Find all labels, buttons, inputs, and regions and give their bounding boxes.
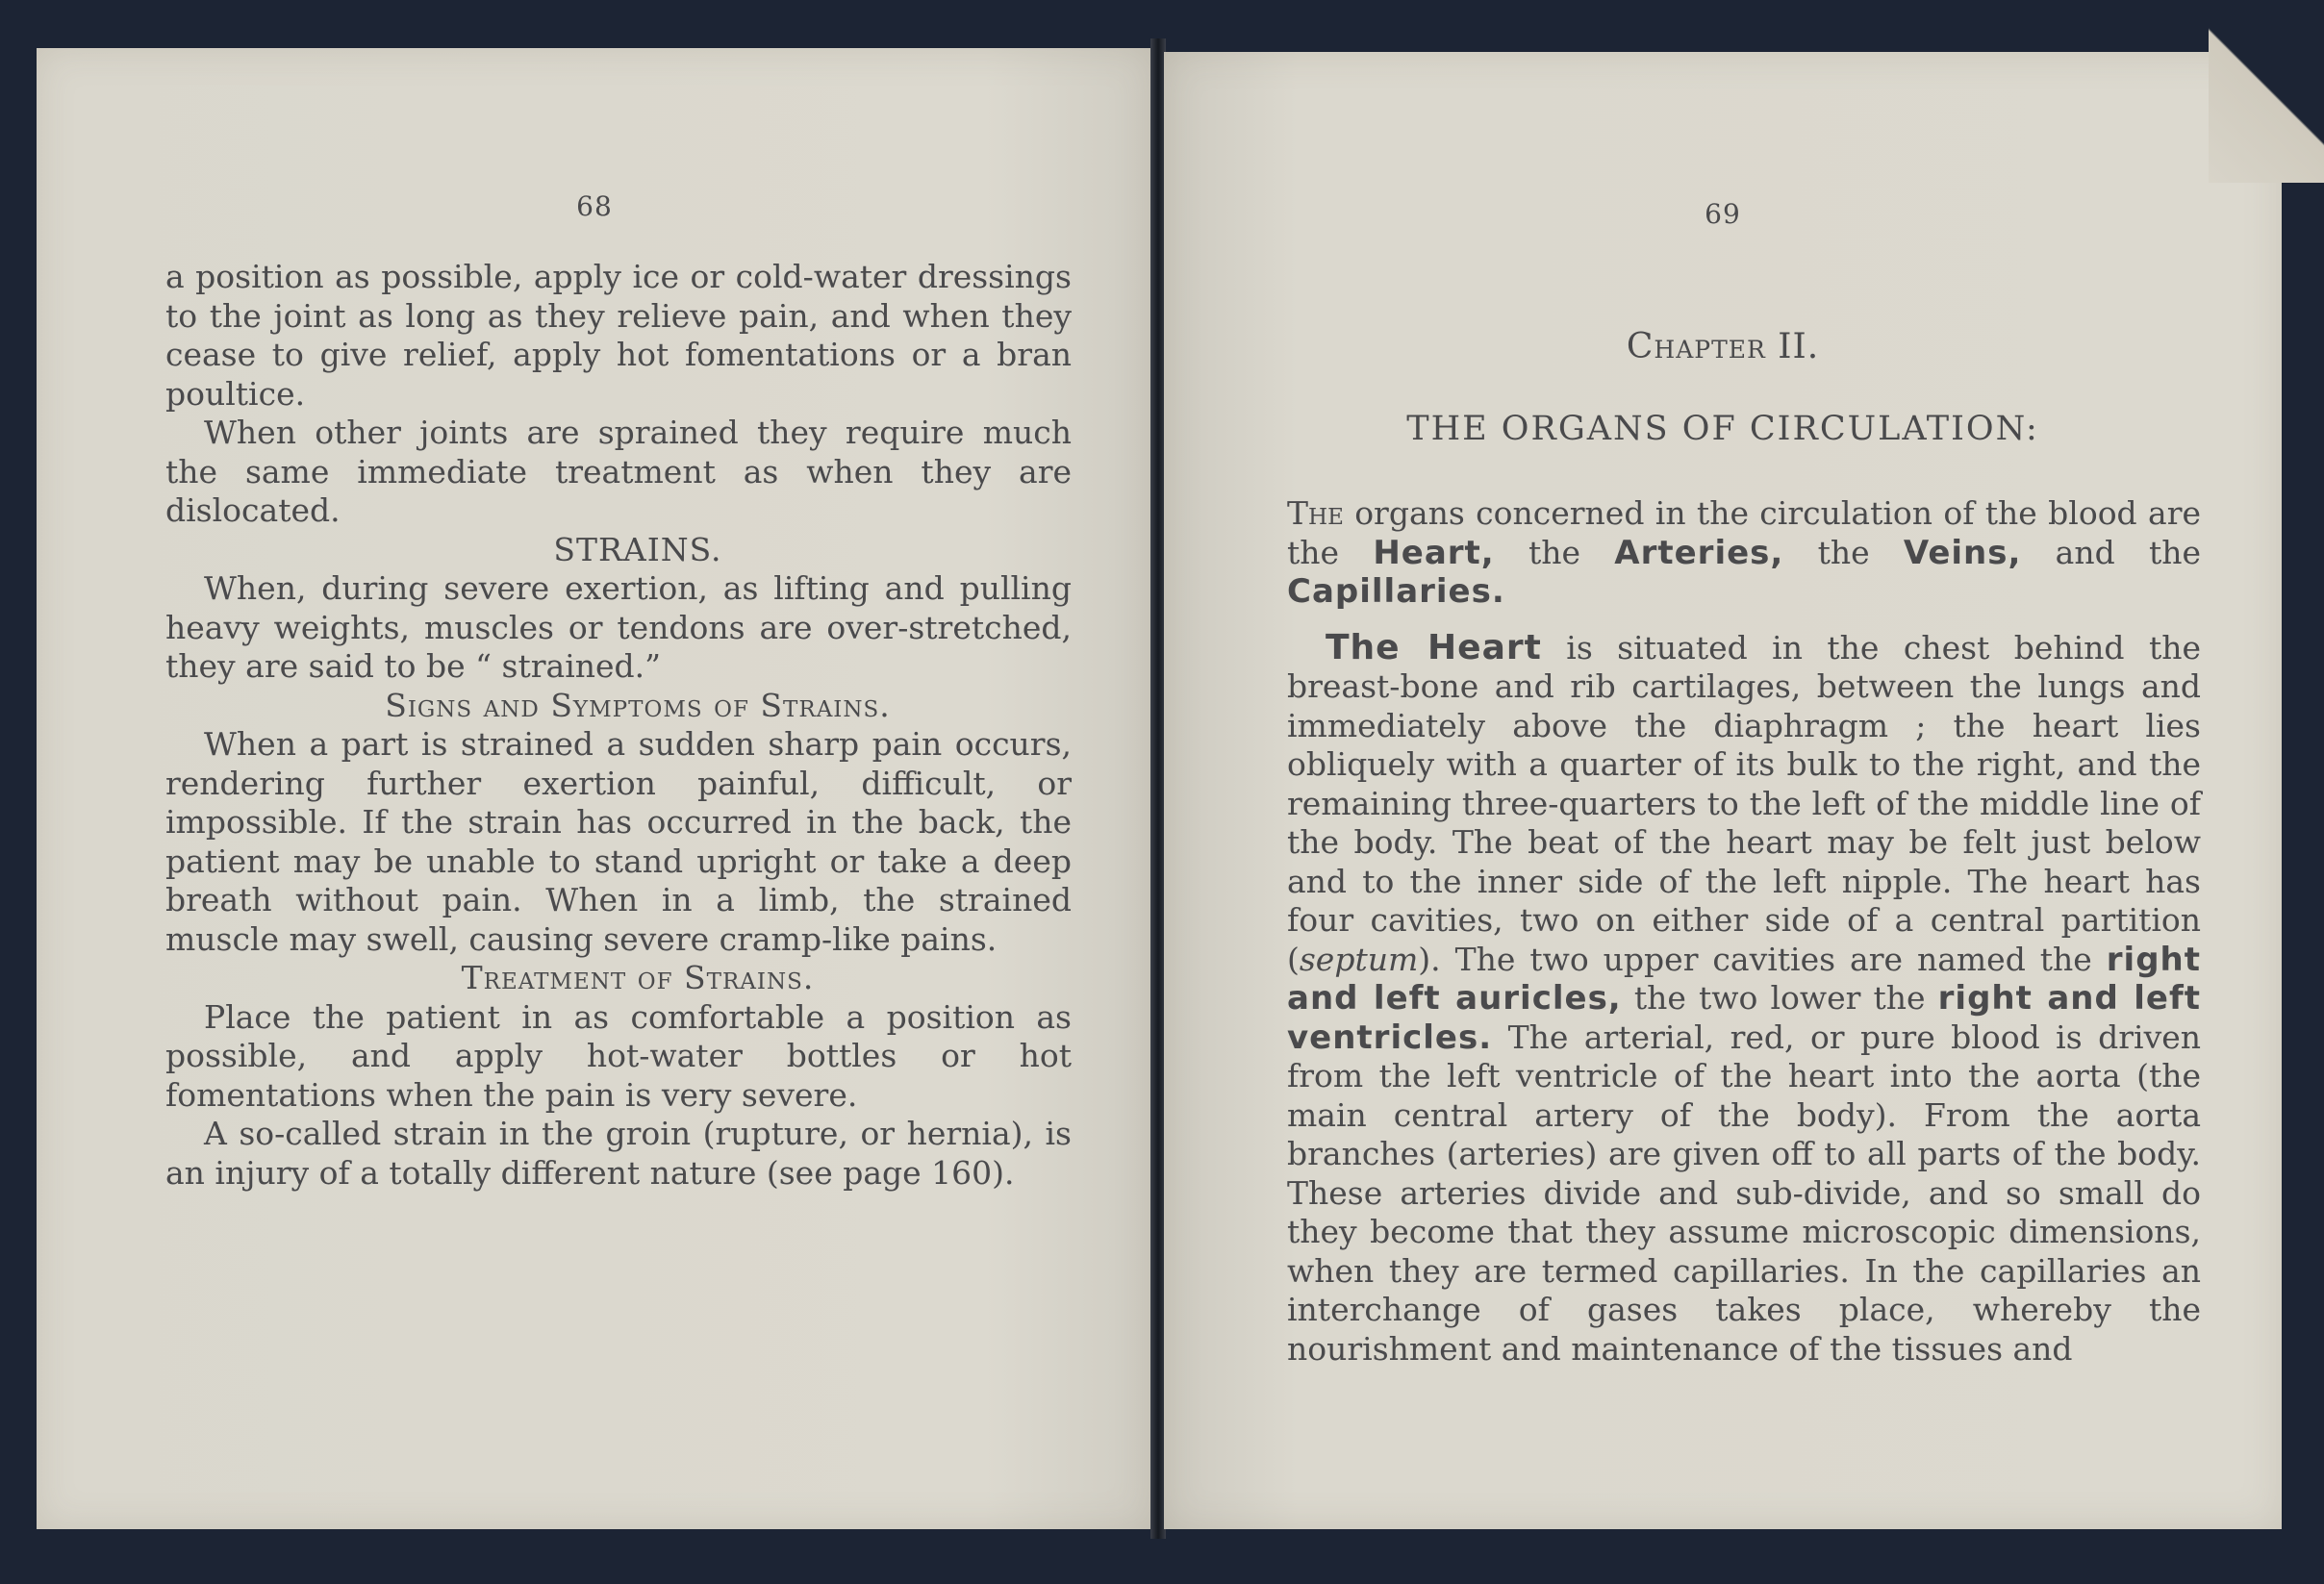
page-number: 68 — [576, 190, 613, 222]
section-heading-strains: STRAINS. — [553, 530, 722, 568]
term-auricles: right and left auricles, — [1287, 940, 2201, 1018]
subheading-treatment: Treatment of Strains. — [461, 959, 815, 996]
term-the-heart: The Heart — [1326, 627, 1542, 667]
paragraph: Place the patient in as comfortable a position as possible, and apply hot-water bottles or hot fomentations when the pain is very severe. — [165, 997, 1072, 1114]
term-septum: septum — [1299, 940, 1419, 978]
right-page — [1164, 52, 2282, 1529]
chapter-label: Chapter II. — [1626, 327, 1820, 366]
intro-paragraph — [1287, 494, 2201, 612]
right-page-body — [1287, 494, 2201, 1369]
page-corner-fold — [2209, 0, 2324, 183]
text-run: the — [1494, 533, 1615, 571]
paragraph: a position as possible, apply ice or cold-water dressings to the joint as long as they relieve pain, and when they cease to give relief, apply hot fomentations or a bran poultice. — [165, 258, 1072, 413]
spacer — [1287, 612, 2201, 629]
text-run: ). The two upper cavities are named the — [1418, 940, 2107, 978]
term-capillaries: Capillaries. — [1287, 572, 1505, 611]
text-run: and the — [2021, 533, 2202, 571]
text-run: The arterial, red, or pure blood is driven from the left ventricle of the heart into the aorta (the main central artery of the body). From the aorta branches (arteries) are given off to all parts of the body. These arteries divide and sub-divide, and so small do they become that they assume microscopic dimensions, when they are termed capillaries. In the capillaries an interchange of gases takes place, whereby the nourishment and maintenance of the tissues and — [1287, 1018, 2201, 1368]
lead-word: The — [1287, 494, 1344, 532]
chapter-title: THE ORGANS OF CIRCULATION: — [1406, 410, 2039, 448]
left-page — [37, 48, 1152, 1529]
paragraph: When other joints are sprained they require much the same immediate treatment as when they are dislocated. — [165, 414, 1072, 529]
term-heart: Heart, — [1373, 533, 1495, 572]
text-run: organs concerned in the circulation of the blood are the — [1287, 494, 2201, 571]
term-arteries: Arteries, — [1614, 533, 1784, 572]
term-veins: Veins, — [1903, 533, 2022, 572]
term-ventricles: right and left ventricles. — [1287, 979, 2202, 1057]
text-run: the — [1783, 533, 1904, 571]
text-run: is situated in the chest behind the breast-bone and rib cartilages, between the lungs and immediately above the diaphragm ; the heart lies obliquely with a quarter of its bulk to the right, and the remaining three-quarters to the left of the middle line of the body. The beat of the heart may be felt just below and to the inner side of the left nipple. The heart has four cavities, two on either side of a central partition ( — [1287, 628, 2201, 978]
page-number: 69 — [1705, 198, 1741, 230]
paragraph: A so-called strain in the groin (rupture, or hernia), is an injury of a totally different nature (see page 160). — [165, 1115, 1072, 1192]
body-paragraph — [1287, 629, 2201, 1370]
left-page-body — [165, 258, 1072, 1193]
text-run: the two lower the — [1621, 979, 1938, 1017]
subheading-signs: Signs and Symptoms of Strains. — [385, 686, 891, 724]
paragraph: When, during severe exertion, as lifting and pulling heavy weights, muscles or tendons are over-stretched, they are said to be “ strained.” — [165, 569, 1072, 685]
paragraph: When a part is strained a sudden sharp pain occurs, rendering further exertion painful, difficult, or impossible. If the strain has occurred in the back, the patient may be unable to stand upright or take a deep breath without pain. When in a limb, the strained muscle may swell, causing severe cramp-like pains. — [165, 725, 1072, 958]
